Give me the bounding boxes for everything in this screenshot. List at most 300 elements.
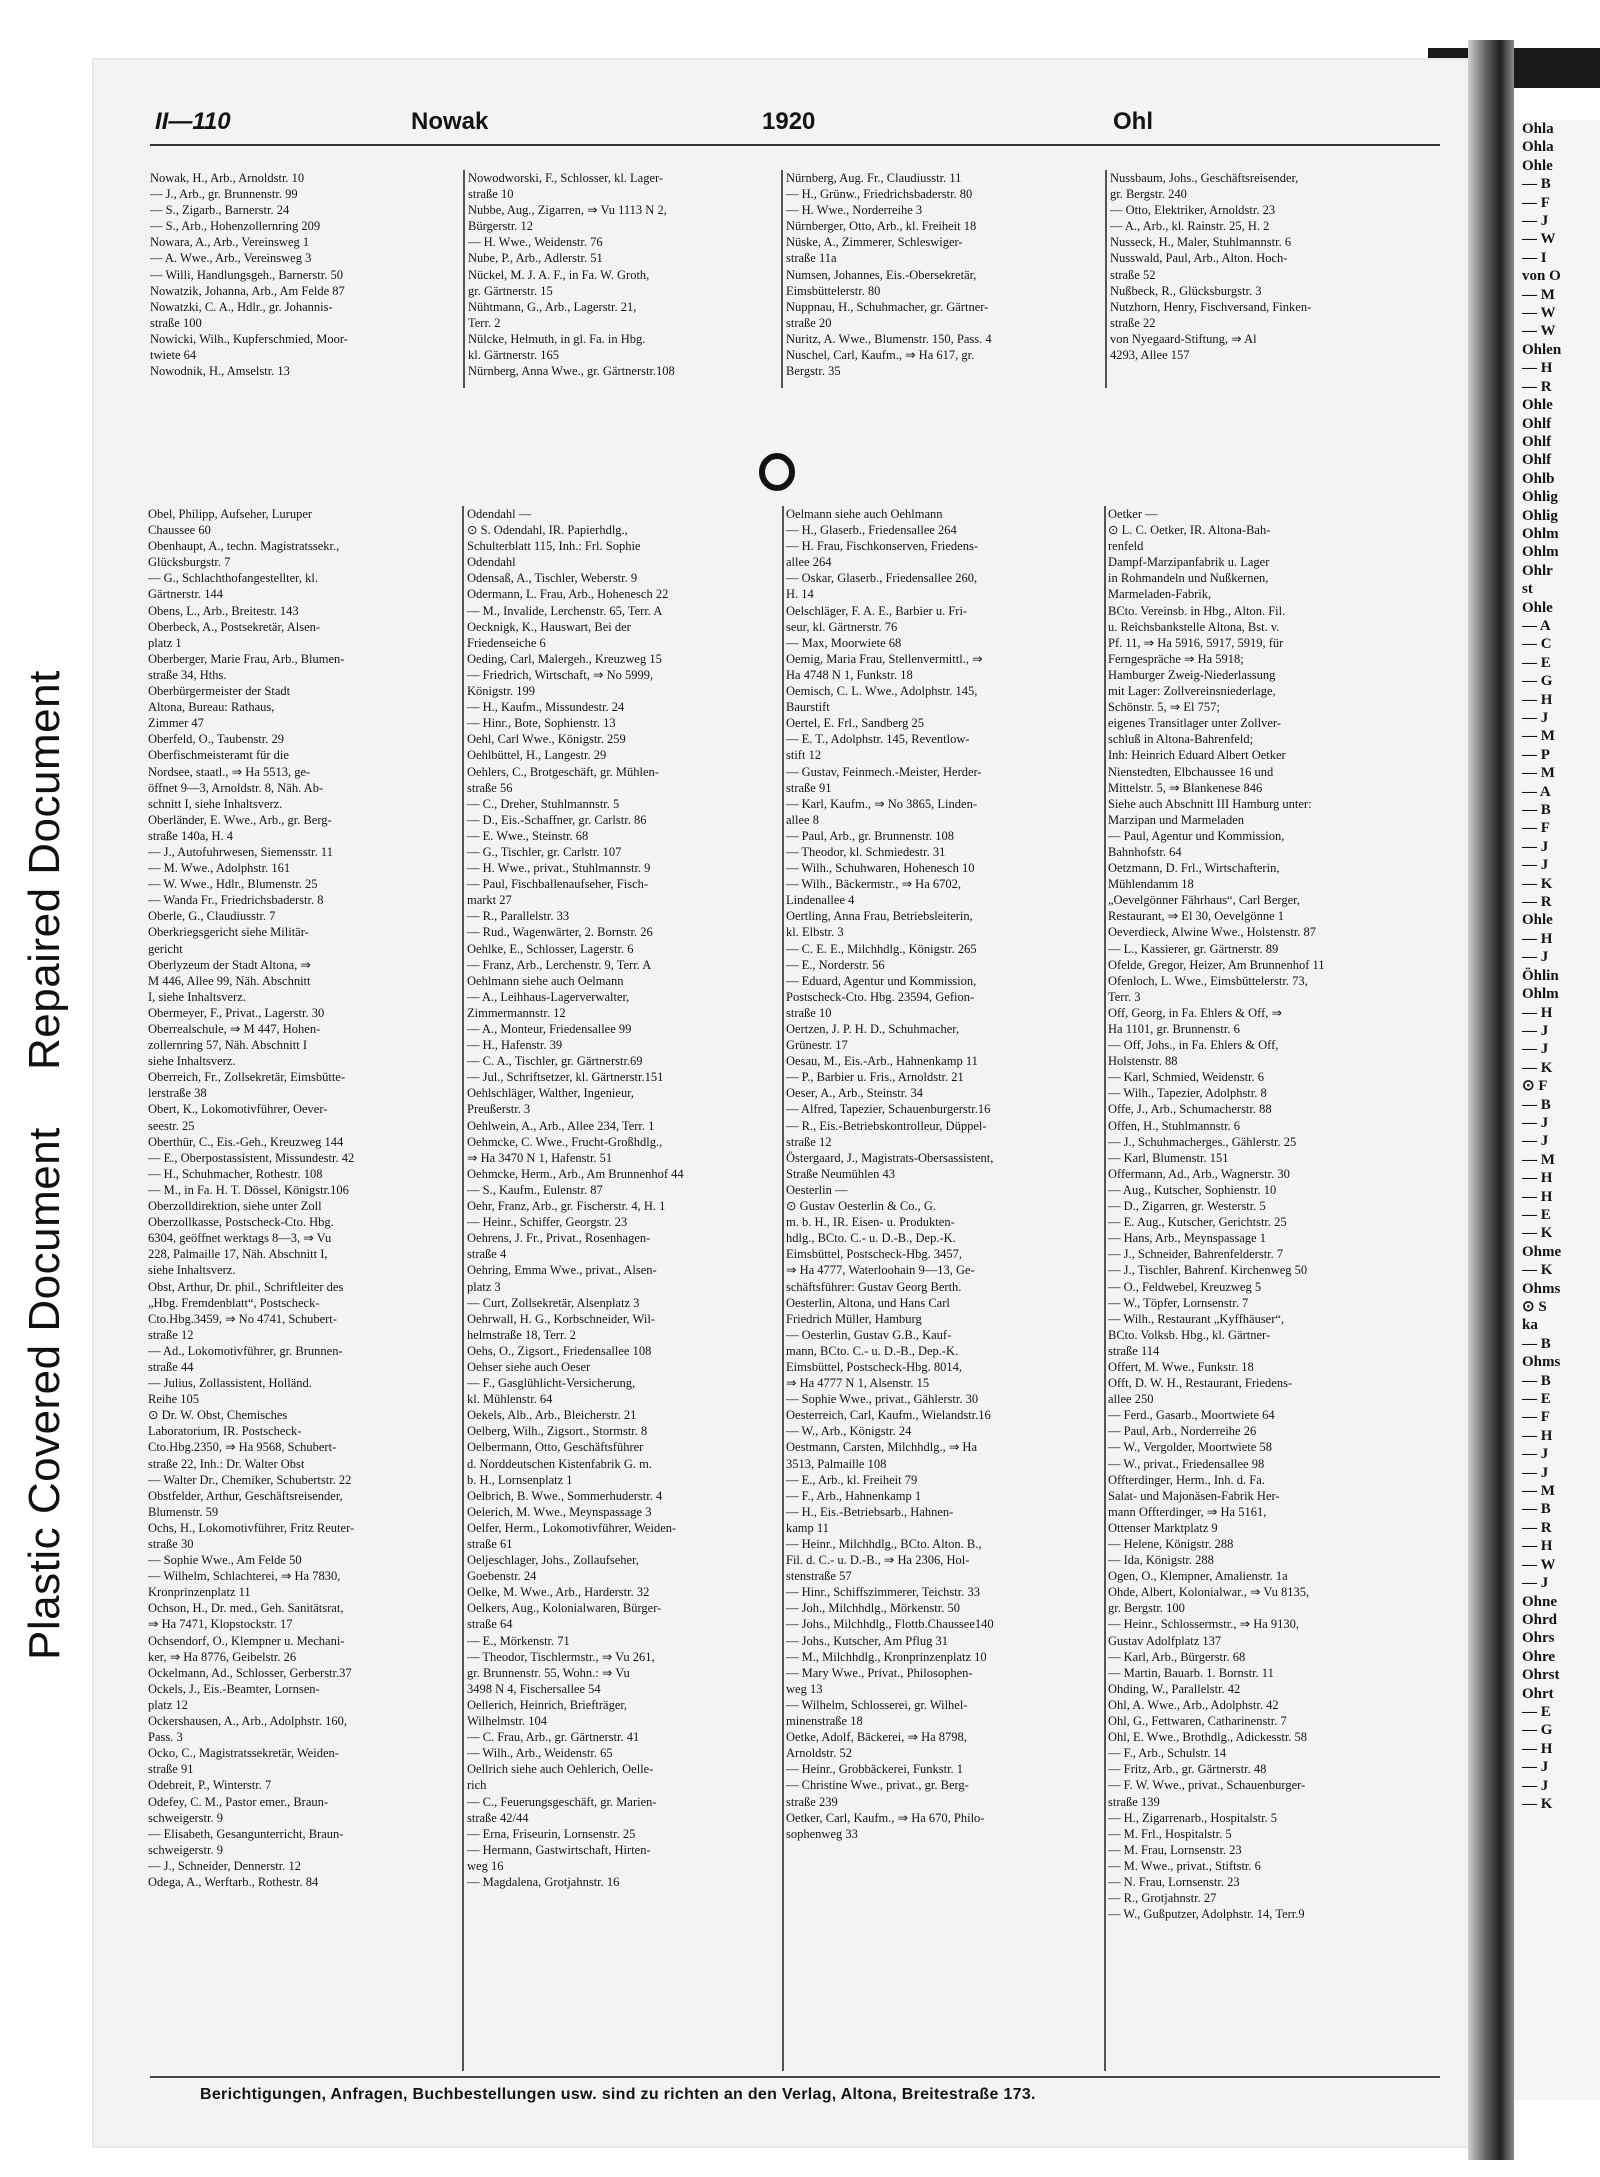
directory-column-2	[467, 506, 783, 1890]
directory-entry: — H., Kaufm., Missundestr. 24	[467, 700, 625, 715]
directory-entry: Nusswald, Paul, Arb., Alton. Hoch-	[1110, 251, 1288, 266]
directory-entry: straße 10	[468, 187, 514, 202]
directory-entry: Odebreit, P., Winterstr. 7	[148, 1778, 272, 1793]
directory-entry: Oberbeck, A., Postsekretär, Alsen-	[148, 619, 321, 634]
directory-entry: Oeverdieck, Alwine Wwe., Holstenstr. 87	[1108, 925, 1317, 940]
directory-entry: — H. Wwe., privat., Stuhlmannstr. 9	[467, 861, 651, 876]
publisher-footer: Berichtigungen, Anfragen, Buchbestellungen usw. sind zu richten an den Verlag, Altona, Breitestraße 173.	[200, 2086, 1036, 2103]
directory-entry: gr. Bergstr. 100	[1108, 1601, 1185, 1616]
directory-entry: — Paul, Arb., Norderreihe 26	[1108, 1424, 1257, 1439]
directory-entry: m. b. H., IR. Eisen- u. Produkten-	[786, 1215, 955, 1230]
next-page-fragment: — M	[1522, 1151, 1555, 1168]
directory-entry: Dampf-Marzipanfabrik u. Lager	[1108, 555, 1270, 570]
directory-entry: Oelbermann, Otto, Geschäftsführer	[467, 1440, 644, 1455]
directory-entry: Odendahl —	[467, 507, 532, 521]
column-divider	[782, 506, 784, 2071]
column-divider	[463, 170, 465, 388]
directory-entry: Odega, A., Werftarb., Rothestr. 84	[148, 1874, 319, 1889]
next-page-fragment: — I	[1522, 249, 1547, 266]
directory-entry: Oehlmann siehe auch Oelmann	[467, 973, 624, 988]
directory-entry: straße 22, Inh.: Dr. Walter Obst	[148, 1456, 305, 1471]
directory-entry: Hamburger Zweig-Niederlassung	[1108, 667, 1276, 682]
directory-entry: straße 12	[148, 1327, 194, 1342]
directory-entry: — Max, Moorwiete 68	[786, 635, 902, 650]
directory-entry: Oeljeschlager, Johs., Zollaufseher,	[467, 1553, 639, 1568]
directory-entry: Nienstedten, Elbchaussee 16 und	[1108, 764, 1274, 779]
directory-entry: ker, ⇒ Ha 8776, Geibelstr. 26	[148, 1649, 297, 1664]
next-page-fragment: — K	[1522, 1225, 1553, 1242]
directory-entry: weg 13	[786, 1681, 823, 1696]
directory-entry: Baurstift	[786, 700, 830, 715]
next-page-fragment: — E	[1522, 1206, 1551, 1223]
directory-entry: Nuschel, Carl, Kaufm., ⇒ Ha 617, gr.	[786, 348, 975, 363]
directory-entry: Oeser, A., Arb., Steinstr. 34	[786, 1086, 923, 1101]
directory-entry: straße 140a, H. 4	[148, 828, 234, 843]
directory-entry: — Karl, Schmied, Weidenstr. 6	[1108, 1070, 1265, 1085]
directory-entry: — W. Wwe., Hdlr., Blumenstr. 25	[148, 877, 318, 892]
next-page-fragment: Ohle	[1522, 912, 1553, 929]
directory-entry: Holstenstr. 88	[1108, 1054, 1178, 1069]
directory-entry: — Fritz, Arb., gr. Gärtnerstr. 48	[1108, 1762, 1267, 1777]
directory-entry: straße 239	[786, 1794, 838, 1809]
directory-entry: Straße Neumühlen 43	[786, 1166, 896, 1181]
next-page-fragment: — A	[1522, 617, 1551, 634]
directory-entry: Mittelstr. 5, ⇒ Blankenese 846	[1108, 780, 1263, 795]
directory-entry: Oehlers, C., Brotgeschäft, gr. Mühlen-	[467, 764, 659, 779]
directory-entry: Königstr. 199	[467, 684, 536, 699]
directory-entry: — R., Parallelstr. 33	[467, 909, 570, 924]
next-page-fragment: — F	[1522, 820, 1550, 837]
next-page-fragment: — J	[1522, 857, 1549, 874]
directory-entry: lerstraße 38	[148, 1086, 207, 1101]
directory-entry: — Hinr., Bote, Sophienstr. 13	[467, 716, 616, 731]
next-page-fragment: — H	[1522, 691, 1553, 708]
next-page-fragment: — H	[1522, 1427, 1553, 1444]
directory-entry: Oberle, G., Claudiusstr. 7	[148, 909, 276, 924]
directory-entry: gericht	[148, 941, 183, 956]
next-page-fragment: — F	[1522, 194, 1550, 211]
directory-entry: Obstfelder, Arthur, Geschäftsreisender,	[148, 1488, 343, 1503]
directory-entry: Nowatzik, Johanna, Arb., Am Felde 87	[150, 283, 345, 298]
directory-entry: — H., Grünw., Friedrichsbaderstr. 80	[786, 187, 973, 202]
directory-entry: straße 30	[148, 1537, 194, 1551]
next-page-fragment: — E	[1522, 1703, 1551, 1720]
next-page-fragment: ka	[1522, 1317, 1538, 1334]
directory-entry: Odermann, L. Frau, Arb., Hohenesch 22	[467, 587, 669, 602]
directory-entry: gr. Bergstr. 240	[1110, 187, 1187, 202]
directory-entry: weg 16	[467, 1858, 504, 1873]
directory-entry: „Hbg. Fremdenblatt“, Postscheck-	[148, 1295, 320, 1310]
directory-entry: Oesau, M., Eis.-Arb., Hahnenkamp 11	[786, 1054, 978, 1069]
directory-entry: ⇒ Ha 4777, Waterloohain 9—13, Ge-	[786, 1263, 975, 1278]
next-page-fragment: — H	[1522, 1538, 1553, 1555]
directory-entry: Blumenstr. 59	[148, 1504, 219, 1519]
directory-entry: Mühlendamm 18	[1108, 877, 1194, 892]
directory-entry: — Walter Dr., Chemiker, Schubertstr. 22	[148, 1472, 352, 1487]
directory-entry: straße 44	[148, 1359, 194, 1374]
next-page-fragment: — J	[1522, 1041, 1549, 1058]
next-page-fragment: — J	[1522, 1777, 1549, 1794]
next-page-fragment: — J	[1522, 1022, 1549, 1039]
directory-entry: Nube, P., Arb., Adlerstr. 51	[468, 251, 603, 266]
directory-entry: — Joh., Milchhdlg., Mörkenstr. 50	[786, 1601, 960, 1616]
directory-entry: Oberländer, E. Wwe., Arb., gr. Berg-	[148, 812, 332, 827]
directory-entry: Bergstr. 35	[786, 364, 841, 379]
directory-entry: Oehmcke, C. Wwe., Frucht-Großhdlg.,	[467, 1134, 663, 1149]
next-page-fragment: — M	[1522, 286, 1555, 303]
directory-entry: straße 91	[786, 780, 832, 795]
directory-entry: Cto.Hbg.2350, ⇒ Ha 9568, Schubert-	[148, 1440, 337, 1455]
next-page-fragment: — G	[1522, 673, 1553, 690]
directory-entry: 6304, geöffnet werktags 8—3, ⇒ Vu	[148, 1231, 332, 1246]
directory-entry: — Theodor, Tischlermstr., ⇒ Vu 261,	[467, 1649, 655, 1664]
section-letter-o	[757, 452, 797, 492]
directory-entry: — Eduard, Agentur und Kommission,	[786, 973, 977, 988]
directory-entry: Goebenstr. 24	[467, 1569, 537, 1584]
directory-entry: Nürnberg, Anna Wwe., gr. Gärtnerstr.108	[468, 364, 675, 379]
directory-entry: Obens, L., Arb., Breitestr. 143	[148, 603, 299, 618]
directory-entry: — Wilh., Bäckermstr., ⇒ Ha 6702,	[786, 877, 961, 892]
next-page-fragment: — B	[1522, 802, 1551, 819]
directory-entry: — Wilh., Tapezier, Adolphstr. 8	[1108, 1086, 1267, 1101]
directory-entry: Oberkriegsgericht siehe Militär-	[148, 925, 309, 940]
next-page-fragment: — J	[1522, 1759, 1549, 1776]
directory-entry: markt 27	[467, 893, 512, 908]
next-page-fragment: Ohle	[1522, 599, 1553, 616]
directory-entry: — Wilh., Arb., Weidenstr. 65	[467, 1746, 613, 1761]
next-page-fragment: Ohne	[1522, 1593, 1558, 1610]
directory-entry: — M. Wwe., privat., Stiftstr. 6	[1108, 1858, 1261, 1873]
directory-entry: — E., Mörkenstr. 71	[467, 1633, 570, 1648]
directory-entry: u. Reichsbankstelle Altona, Bst. v.	[1108, 619, 1280, 634]
next-page-fragment: — C	[1522, 636, 1552, 653]
next-page-fragment: — W	[1522, 231, 1556, 248]
directory-entry: Oelberg, Wilh., Zigsort., Stormstr. 8	[467, 1424, 648, 1439]
directory-entry: — W., privat., Friedensallee 98	[1108, 1456, 1265, 1471]
directory-entry: — C., Feuerungsgeschäft, gr. Marien-	[467, 1794, 657, 1809]
directory-entry: Offterdinger, Herm., Inh. d. Fa.	[1108, 1472, 1265, 1487]
directory-entry: Oehrwall, H. G., Korbschneider, Wil-	[467, 1311, 655, 1326]
directory-entry: Off, Georg, in Fa. Ehlers & Off, ⇒	[1108, 1005, 1282, 1020]
directory-entry: Nüske, A., Zimmerer, Schleswiger-	[786, 235, 963, 250]
directory-entry: — Oesterlin, Gustav G.B., Kauf-	[786, 1327, 952, 1342]
directory-entry: — Friedrich, Wirtschaft, ⇒ No 5999,	[467, 667, 654, 682]
next-page-fragment: — H	[1522, 360, 1553, 377]
directory-entry: eigenes Transitlager unter Zollver-	[1108, 716, 1281, 731]
next-page-fragment: — B	[1522, 1501, 1551, 1518]
directory-entry: straße 61	[467, 1537, 513, 1551]
directory-entry: — C. Frau, Arb., gr. Gärtnerstr. 41	[467, 1730, 640, 1745]
directory-entry: Eimsbüttelerstr. 80	[786, 283, 881, 298]
next-page-fragment: von O	[1522, 268, 1561, 285]
directory-entry: BCto. Vereinsb. in Hbg., Alton. Fil.	[1108, 603, 1286, 618]
directory-entry: Oehlwein, A., Arb., Allee 234, Terr. 1	[467, 1118, 655, 1133]
next-page-fragment: Ohlf	[1522, 433, 1552, 450]
directory-entry: — F., Arb., Schulstr. 14	[1108, 1746, 1227, 1761]
directory-entry: straße 91	[148, 1762, 194, 1777]
directory-entry: — F., Gasglühlicht-Versicherung,	[467, 1376, 636, 1391]
directory-entry: Nusseck, H., Maler, Stuhlmannstr. 6	[1110, 235, 1292, 250]
next-page-fragment: — M	[1522, 765, 1555, 782]
directory-entry: Siehe auch Abschnitt III Hamburg unter:	[1108, 796, 1312, 811]
directory-entry: Bahnhofstr. 64	[1108, 844, 1182, 859]
next-page-fragment: Ohre	[1522, 1648, 1556, 1665]
directory-entry: „Oevelgönner Fährhaus“, Carl Berger,	[1108, 893, 1300, 908]
next-page-fragment: Ohlb	[1522, 470, 1555, 487]
directory-entry: Nußbeck, R., Glücksburgstr. 3	[1110, 283, 1262, 298]
directory-entry: Oertling, Anna Frau, Betriebsleiterin,	[786, 909, 973, 924]
directory-entry: straße 52	[1110, 267, 1156, 282]
directory-entry: Obel, Philipp, Aufseher, Luruper	[148, 507, 313, 521]
directory-entry: — Hans, Arb., Meynspassage 1	[1108, 1231, 1266, 1246]
directory-entry: — D., Zigarren, gr. Westerstr. 5	[1108, 1199, 1266, 1214]
directory-entry: Pf. 11, ⇒ Ha 5916, 5917, 5919, für	[1108, 635, 1284, 650]
directory-entry: Arnoldstr. 52	[786, 1746, 852, 1761]
directory-entry: Oelschläger, F. A. E., Barbier u. Fri-	[786, 603, 968, 618]
directory-entry: Restaurant, ⇒ El 30, Oevelgönne 1	[1108, 909, 1285, 924]
directory-entry: kl. Mühlenstr. 64	[467, 1392, 553, 1407]
next-page-fragment: Ohlig	[1522, 489, 1558, 506]
directory-entry: — A., Monteur, Friedensallee 99	[467, 1022, 632, 1036]
scan-margin	[0, 0, 40, 2177]
top-column-4	[1110, 170, 1440, 363]
next-page-fragment: — H	[1522, 1004, 1553, 1021]
directory-entry: Oehl, Carl Wwe., Königstr. 259	[467, 732, 626, 747]
directory-entry: mann Offterdinger, ⇒ Ha 5161,	[1108, 1504, 1267, 1519]
directory-entry: — Heinr., Schiffer, Georgstr. 23	[467, 1215, 628, 1230]
directory-entry: — Sophie Wwe., privat., Gählerstr. 30	[786, 1392, 979, 1407]
directory-entry: straße 42/44	[467, 1810, 529, 1825]
directory-entry: straße 114	[1108, 1343, 1160, 1358]
directory-entry: Oesterreich, Carl, Kaufm., Wielandstr.16	[786, 1408, 991, 1423]
column-divider	[1104, 506, 1106, 2071]
directory-entry: Zimmermannstr. 12	[467, 1005, 566, 1020]
directory-entry: Oertel, E. Frl., Sandberg 25	[786, 716, 924, 731]
next-page-fragment: — M	[1522, 1483, 1555, 1500]
directory-entry: kl. Gärtnerstr. 165	[468, 348, 559, 363]
directory-entry: — H., Eis.-Betriebsarb., Hahnen-	[786, 1504, 954, 1519]
directory-entry: Ha 4748 N 1, Funkstr. 18	[786, 667, 913, 682]
directory-entry: Oecknigk, K., Hauswart, Bei der	[467, 619, 631, 634]
directory-entry: BCto. Volksb. Hbg., kl. Gärtner-	[1108, 1327, 1271, 1342]
directory-entry: ⊙ Gustav Oesterlin & Co., G.	[786, 1199, 937, 1214]
directory-entry: — Willi, Handlungsgeh., Barnerstr. 50	[150, 267, 343, 282]
directory-entry: Oelke, M. Wwe., Arb., Harderstr. 32	[467, 1585, 650, 1600]
directory-entry: — Karl, Blumenstr. 151	[1108, 1150, 1229, 1165]
directory-entry: — Hinr., Schiffszimmerer, Teichstr. 33	[786, 1585, 980, 1600]
directory-entry: — H., Glaserb., Friedensallee 264	[786, 523, 957, 538]
next-page-fragment: — H	[1522, 1188, 1553, 1205]
directory-entry: Obert, K., Lokomotivführer, Oever-	[148, 1102, 328, 1117]
directory-entry: — E. T., Adolphstr. 145, Reventlow-	[786, 732, 970, 747]
directory-entry: — O., Feldwebel, Kreuzweg 5	[1108, 1279, 1262, 1294]
directory-entry: Cto.Hbg.3459, ⇒ No 4741, Schubert-	[148, 1311, 337, 1326]
directory-entry: Ocko, C., Magistratssekretär, Weiden-	[148, 1746, 339, 1761]
directory-entry: gr. Brunnenstr. 55, Wohn.: ⇒ Vu	[467, 1665, 630, 1680]
directory-entry: Oetker, Carl, Kaufm., ⇒ Ha 670, Philo-	[786, 1810, 985, 1825]
directory-entry: schluß in Altona-Bahrenfeld;	[1108, 732, 1254, 747]
directory-entry: straße 139	[1108, 1794, 1160, 1809]
directory-column-3	[786, 506, 1104, 1842]
directory-entry: — Franz, Arb., Lerchenstr. 9, Terr. A	[467, 957, 652, 972]
directory-entry: M 446, Allee 99, Näh. Abschnitt	[148, 973, 311, 988]
directory-entry: Oetzmann, D. Frl., Wirtschafterin,	[1108, 861, 1280, 876]
next-page-fragment: — B	[1522, 1096, 1551, 1113]
next-page-fragment: — W	[1522, 323, 1556, 340]
directory-entry: gr. Gärtnerstr. 15	[468, 283, 553, 298]
next-page-fragment: Ohlen	[1522, 341, 1562, 358]
directory-entry: — Wilhelm, Schlosserei, gr. Wilhel-	[786, 1697, 968, 1712]
directory-entry: — Off, Johs., in Fa. Ehlers & Off,	[1108, 1038, 1279, 1053]
header-rule	[150, 144, 1440, 146]
directory-entry: — Paul, Agentur und Kommission,	[1108, 828, 1285, 843]
directory-entry: Salat- und Majonäsen-Fabrik Her-	[1108, 1488, 1280, 1503]
directory-entry: — E. Wwe., Steinstr. 68	[467, 828, 589, 843]
directory-entry: Nürnberger, Otto, Arb., kl. Freiheit 18	[786, 219, 977, 234]
directory-entry: Ochs, H., Lokomotivführer, Fritz Reuter-	[148, 1520, 355, 1535]
next-page-fragment: — B	[1522, 1372, 1551, 1389]
directory-entry: — C., Dreher, Stuhlmannstr. 5	[467, 796, 620, 811]
directory-entry: — W., Töpfer, Lornsenstr. 7	[1108, 1295, 1249, 1310]
directory-entry: Ohding, W., Parallelstr. 42	[1108, 1681, 1241, 1696]
directory-entry: — Heinr., Milchhdlg., BCto. Alton. B.,	[786, 1537, 982, 1551]
directory-entry: Östergaard, J., Magistrats-Obersassistent,	[786, 1150, 994, 1165]
next-page-edge	[1514, 120, 1600, 2100]
directory-entry: — A., Leihhaus-Lagerverwalter,	[467, 989, 630, 1004]
directory-entry: Nordsee, staatl., ⇒ Ha 5513, ge-	[148, 764, 311, 779]
directory-entry: mann, BCto. C.- u. D.-B., Dep.-K.	[786, 1343, 959, 1358]
directory-entry: — Mary Wwe., Privat., Philosophen-	[786, 1665, 973, 1680]
next-page-fragment: Ohlm	[1522, 986, 1559, 1003]
directory-entry: Obermeyer, F., Privat., Lagerstr. 30	[148, 1005, 325, 1020]
directory-entry: — Curt, Zollsekretär, Alsenplatz 3	[467, 1295, 640, 1310]
directory-entry: — S., Zigarb., Barnerstr. 24	[150, 203, 290, 218]
next-page-fragment: — J	[1522, 213, 1549, 230]
directory-entry: Ochson, H., Dr. med., Geh. Sanitätsrat,	[148, 1601, 344, 1616]
directory-entry: Oehmcke, Herm., Arb., Am Brunnenhof 44	[467, 1166, 684, 1181]
directory-entry: schweigerstr. 9	[148, 1810, 223, 1825]
directory-entry: ⇒ Ha 7471, Klopstockstr. 17	[148, 1617, 293, 1632]
directory-entry: ⊙ Dr. W. Obst, Chemisches	[148, 1408, 288, 1423]
directory-entry: Oberlyzeum der Stadt Altona, ⇒	[148, 957, 311, 972]
directory-entry: Ohl, G., Fettwaren, Catharinenstr. 7	[1108, 1714, 1287, 1729]
directory-entry: straße 4	[467, 1247, 507, 1262]
directory-entry: in Rohmandeln und Nußkernen,	[1108, 571, 1269, 586]
directory-entry: — Ida, Königstr. 288	[1108, 1553, 1214, 1568]
directory-entry: Ofenloch, L. Wwe., Eimsbüttelerstr. 73,	[1108, 973, 1308, 988]
directory-entry: straße 10	[786, 1005, 832, 1020]
next-page-fragment: — B	[1522, 1335, 1551, 1352]
directory-entry: Marzipan und Marmeladen	[1108, 812, 1245, 827]
directory-entry: Nubbe, Aug., Zigarren, ⇒ Vu 1113 N 2,	[468, 203, 667, 218]
book-gutter	[1468, 40, 1514, 2160]
directory-entry: H. 14	[786, 587, 814, 602]
directory-entry: hdlg., BCto. C.- u. D.-B., Dep.-K.	[786, 1231, 956, 1246]
next-page-fragment: — H	[1522, 930, 1553, 947]
directory-entry: Nowodworski, F., Schlosser, kl. Lager-	[468, 171, 664, 185]
directory-entry: Offert, M. Wwe., Funkstr. 18	[1108, 1359, 1254, 1374]
directory-entry: Nühtmann, G., Arb., Lagerstr. 21,	[468, 299, 637, 314]
directory-entry: — Alfred, Tapezier, Schauenburgerstr.16	[786, 1102, 991, 1117]
directory-entry: — J., Autofuhrwesen, Siemensstr. 11	[148, 844, 333, 859]
directory-entry: 3513, Palmaille 108	[786, 1456, 887, 1471]
directory-entry: — H. Wwe., Weidenstr. 76	[468, 235, 603, 250]
directory-entry: Inh: Heinrich Eduard Albert Oetker	[1108, 748, 1286, 763]
directory-entry: Oeding, Carl, Malergeh., Kreuzweg 15	[467, 651, 662, 666]
directory-entry: straße 20	[786, 315, 832, 330]
directory-entry: Terr. 3	[1108, 989, 1141, 1004]
next-page-fragment: Ohlr	[1522, 562, 1553, 579]
directory-entry: — W., Vergolder, Moortwiete 58	[1108, 1440, 1272, 1455]
directory-entry: von Nyegaard-Stiftung, ⇒ Al	[1110, 331, 1257, 346]
directory-entry: Ockershausen, A., Arb., Adolphstr. 160,	[148, 1714, 347, 1729]
directory-entry: Oekels, Alb., Arb., Bleicherstr. 21	[467, 1408, 637, 1423]
directory-entry: Offen, H., Stuhlmannstr. 6	[1108, 1118, 1241, 1133]
next-page-fragment: Ohle	[1522, 397, 1553, 414]
directory-entry: — Ferd., Gasarb., Moortwiete 64	[1108, 1408, 1275, 1423]
directory-entry: Nowara, A., Arb., Vereinsweg 1	[150, 235, 310, 250]
directory-entry: Oberfeld, O., Taubenstr. 29	[148, 732, 285, 747]
directory-entry: 3498 N 4, Fischersallee 54	[467, 1681, 601, 1696]
directory-entry: Ofelde, Gregor, Heizer, Am Brunnenhof 11	[1108, 957, 1325, 972]
directory-entry: Marmeladen-Fabrik,	[1108, 587, 1212, 602]
directory-entry: Kronprinzenplatz 11	[148, 1585, 251, 1600]
directory-entry: Nowodnik, H., Amselstr. 13	[150, 364, 290, 379]
next-page-fragment: Ohla	[1522, 121, 1554, 137]
next-page-fragment: — J	[1522, 1114, 1549, 1131]
directory-entry: allee 8	[786, 812, 819, 827]
next-page-fragment: — W	[1522, 305, 1556, 322]
directory-entry: Odensaß, A., Tischler, Weberstr. 9	[467, 571, 638, 586]
column-divider	[1105, 170, 1107, 388]
directory-entry: — Elisabeth, Gesangunterricht, Braun-	[148, 1826, 344, 1841]
directory-entry: I, siehe Inhaltsverz.	[148, 989, 246, 1004]
directory-entry: Nussbaum, Johs., Geschäftsreisender,	[1110, 171, 1299, 185]
directory-entry: Oelfer, Herm., Lokomotivführer, Weiden-	[467, 1520, 677, 1535]
directory-entry: — H., Schuhmacher, Rothestr. 108	[148, 1166, 323, 1181]
directory-entry: — G., Schlachthofangestellter, kl.	[148, 571, 318, 586]
next-page-fragment: Ohla	[1522, 139, 1554, 156]
directory-entry: — P., Barbier u. Fris., Arnoldstr. 21	[786, 1070, 964, 1085]
directory-entry: Oestmann, Carsten, Milchhdlg., ⇒ Ha	[786, 1440, 977, 1455]
directory-entry: — J., Schuhmacherges., Gählerstr. 25	[1108, 1134, 1297, 1149]
next-page-fragment: Ohms	[1522, 1280, 1561, 1297]
directory-column-1	[148, 506, 460, 1890]
directory-entry: ⇒ Ha 4777 N 1, Alsenstr. 15	[786, 1376, 930, 1391]
header-year: 1920	[762, 108, 816, 135]
directory-entry: — H. Wwe., Norderreihe 3	[786, 203, 923, 218]
next-page-fragment: — E	[1522, 1391, 1551, 1408]
directory-entry: — Aug., Kutscher, Sophienstr. 10	[1108, 1182, 1277, 1197]
next-page-fragment: ⊙ S	[1522, 1299, 1547, 1315]
directory-entry: Oellerich, Heinrich, Briefträger,	[467, 1697, 628, 1712]
directory-entry: seur, kl. Gärtnerstr. 76	[786, 619, 898, 634]
directory-entry: mit Lager: Zollvereinsniederlage,	[1108, 684, 1276, 699]
directory-entry: — E., Oberpostassistent, Missundestr. 42	[148, 1150, 355, 1165]
side-label-repaired: Repaired Document	[20, 670, 69, 1070]
directory-entry: Oberberger, Marie Frau, Arb., Blumen-	[148, 651, 345, 666]
directory-entry: — Christine Wwe., privat., gr. Berg-	[786, 1778, 969, 1793]
header-first-name: Nowak	[411, 108, 489, 135]
side-label-plastic: Plastic Covered Document	[20, 1127, 69, 1660]
directory-entry: Numsen, Johannes, Eis.-Obersekretär,	[786, 267, 977, 282]
directory-entry: Oelkers, Aug., Kolonialwaren, Bürger-	[467, 1601, 662, 1616]
directory-entry: — Hermann, Gastwirtschaft, Hirten-	[467, 1842, 651, 1857]
directory-entry: — Wilh., Schuhwaren, Hohenesch 10	[786, 861, 975, 876]
directory-entry: Nülcke, Helmuth, in gl. Fa. in Hbg.	[468, 331, 646, 346]
directory-entry: stift 12	[786, 748, 822, 763]
directory-entry: — A. Wwe., Arb., Vereinsweg 3	[150, 251, 312, 266]
